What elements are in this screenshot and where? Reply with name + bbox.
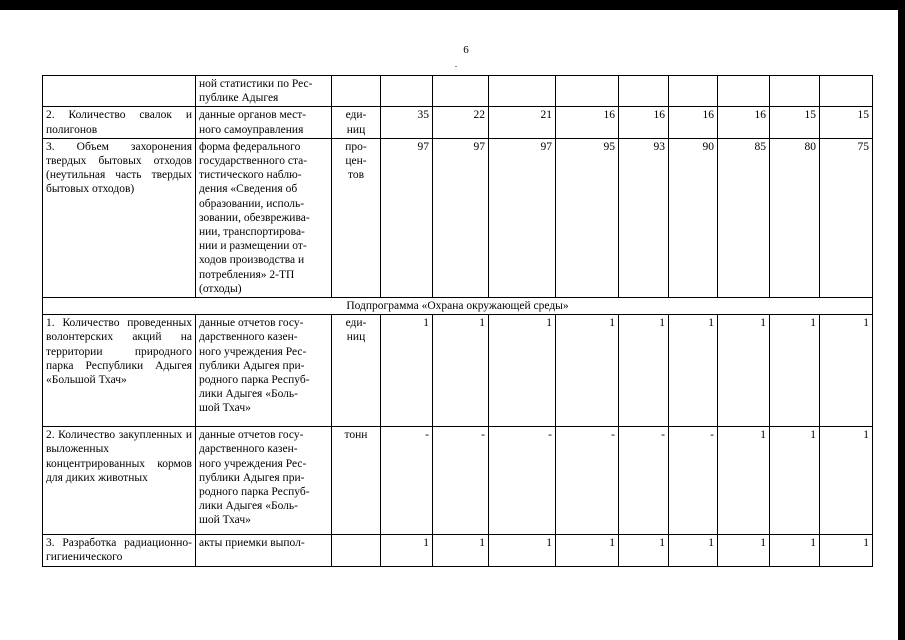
value-cell: 1 xyxy=(770,427,820,535)
value-cell: 1 xyxy=(619,535,669,566)
value-cell: 80 xyxy=(770,138,820,297)
unit-cell xyxy=(332,315,381,427)
value-cell: 1 xyxy=(556,315,619,427)
subprogram-row xyxy=(43,298,873,315)
value-cell: 1 xyxy=(433,535,489,566)
source-line: образовании, исполь- xyxy=(199,197,305,210)
value-cell: 1 xyxy=(489,535,556,566)
source-cell xyxy=(196,315,332,427)
source-line: ного учреждения Рес- xyxy=(199,345,307,358)
value-cell: 1 xyxy=(669,535,718,566)
indicator-cell: 3. Разработка радиационно-гигиенического xyxy=(43,535,196,566)
value-cell: 22 xyxy=(433,107,489,138)
value-cell: 16 xyxy=(619,107,669,138)
value-cell xyxy=(820,76,873,107)
unit-cell xyxy=(332,107,381,138)
value-cell: 1 xyxy=(718,315,770,427)
source-line: зовании, обезврежива- xyxy=(199,211,310,224)
scan-speck xyxy=(455,66,457,67)
source-line: данные отчетов госу- xyxy=(199,317,304,330)
source-cell xyxy=(196,427,332,535)
indicator-cell: 3. Объем захоронения твердых бытовых отходов (неутильная часть твердых бытовых отходов) xyxy=(43,138,196,297)
source-cell xyxy=(196,76,332,107)
source-line: ходов производства и xyxy=(199,254,305,267)
source-line: нии, транспортирова- xyxy=(199,226,305,239)
source-line: ного самоуправления xyxy=(199,123,304,136)
source-line: форма федерального xyxy=(199,140,301,153)
table-row xyxy=(43,107,873,138)
value-cell: 1 xyxy=(669,315,718,427)
source-line: дения «Сведения об xyxy=(199,183,298,196)
table-row xyxy=(43,315,873,427)
source-line: нии и размещении от- xyxy=(199,240,307,253)
source-line: публики Адыгея при- xyxy=(199,359,305,372)
value-cell: 35 xyxy=(381,107,433,138)
subprogram-title: Подпрограмма «Охрана окружающей среды» xyxy=(43,298,873,315)
value-cell: 16 xyxy=(556,107,619,138)
unit-line: про- xyxy=(345,140,367,153)
scan-border-top xyxy=(0,0,905,10)
scan-border-right xyxy=(898,0,905,640)
source-line: потребления» 2-ТП xyxy=(199,268,295,281)
source-line: родного парка Респуб- xyxy=(199,486,310,499)
source-cell xyxy=(196,138,332,297)
value-cell: 1 xyxy=(619,315,669,427)
value-cell xyxy=(433,76,489,107)
value-cell: 16 xyxy=(718,107,770,138)
table-row xyxy=(43,76,873,107)
value-cell: 95 xyxy=(556,138,619,297)
value-cell: 75 xyxy=(820,138,873,297)
source-line: публики Адыгея при- xyxy=(199,471,305,484)
value-cell: 97 xyxy=(381,138,433,297)
indicator-cell xyxy=(43,76,196,107)
value-cell xyxy=(718,76,770,107)
value-cell: - xyxy=(669,427,718,535)
page-number: 6 xyxy=(463,44,469,56)
value-cell: 93 xyxy=(619,138,669,297)
value-cell: 1 xyxy=(820,427,873,535)
value-cell: 1 xyxy=(433,315,489,427)
source-line: данные органов мест- xyxy=(199,109,307,122)
value-cell: 85 xyxy=(718,138,770,297)
value-cell xyxy=(619,76,669,107)
value-cell: 21 xyxy=(489,107,556,138)
value-cell: 1 xyxy=(381,535,433,566)
value-cell: 15 xyxy=(770,107,820,138)
unit-line: ниц xyxy=(346,331,366,344)
source-cell xyxy=(196,535,332,566)
value-cell: - xyxy=(619,427,669,535)
source-line: шой Тхач» xyxy=(199,402,251,415)
value-cell: 1 xyxy=(489,315,556,427)
source-line: ной статистики по Рес- xyxy=(199,78,313,90)
unit-line: тов xyxy=(347,169,365,182)
value-cell: 97 xyxy=(433,138,489,297)
value-cell: 90 xyxy=(669,138,718,297)
unit-line: ниц xyxy=(346,123,366,136)
source-line: государственного ста- xyxy=(199,155,308,168)
value-cell: 16 xyxy=(669,107,718,138)
source-line: дарственного казен- xyxy=(199,443,298,456)
value-cell xyxy=(381,76,433,107)
unit-cell xyxy=(332,427,381,535)
value-cell: - xyxy=(489,427,556,535)
source-line: публике Адыгея xyxy=(199,92,279,105)
unit-line: еди- xyxy=(345,317,367,330)
source-cell xyxy=(196,107,332,138)
value-cell xyxy=(489,76,556,107)
value-cell: 1 xyxy=(718,535,770,566)
value-cell: 1 xyxy=(770,535,820,566)
value-cell: - xyxy=(381,427,433,535)
value-cell: 15 xyxy=(820,107,873,138)
source-line: (отходы) xyxy=(199,282,242,295)
value-cell: 1 xyxy=(381,315,433,427)
unit-line: цен- xyxy=(345,155,367,168)
source-line: лики Адыгея «Боль- xyxy=(199,500,298,513)
indicator-cell: 2. Количество свалок и полигонов xyxy=(43,107,196,138)
indicator-cell: 1. Количество проведенных волонтерских акций на территории природного парка Республики Адыгея «Большой Тхач» xyxy=(43,315,196,427)
source-line: лики Адыгея «Боль- xyxy=(199,388,298,401)
value-cell: - xyxy=(433,427,489,535)
unit-cell xyxy=(332,138,381,297)
value-cell xyxy=(669,76,718,107)
source-line: ного учреждения Рес- xyxy=(199,457,307,470)
source-line: шой Тхач» xyxy=(199,514,251,527)
unit-line: еди- xyxy=(345,109,367,122)
indicators-table xyxy=(42,75,873,567)
value-cell xyxy=(770,76,820,107)
source-line: данные отчетов госу- xyxy=(199,429,304,442)
source-line: акты приемки выпол- xyxy=(199,537,305,550)
source-line: дарственного казен- xyxy=(199,331,298,344)
value-cell: 1 xyxy=(820,315,873,427)
table-row xyxy=(43,427,873,535)
value-cell: 1 xyxy=(770,315,820,427)
value-cell: 1 xyxy=(556,535,619,566)
table-row xyxy=(43,138,873,297)
value-cell: 1 xyxy=(718,427,770,535)
unit-cell xyxy=(332,76,381,107)
unit-line: тонн xyxy=(344,429,368,442)
table-row xyxy=(43,535,873,566)
value-cell xyxy=(556,76,619,107)
value-cell: 1 xyxy=(820,535,873,566)
source-line: родного парка Респуб- xyxy=(199,374,310,387)
indicator-cell: 2. Количество закупленных и выложенных концентрированных кормов для диких животных xyxy=(43,427,196,535)
unit-cell xyxy=(332,535,381,566)
value-cell: 97 xyxy=(489,138,556,297)
source-line: тистического наблю- xyxy=(199,169,302,182)
value-cell: - xyxy=(556,427,619,535)
